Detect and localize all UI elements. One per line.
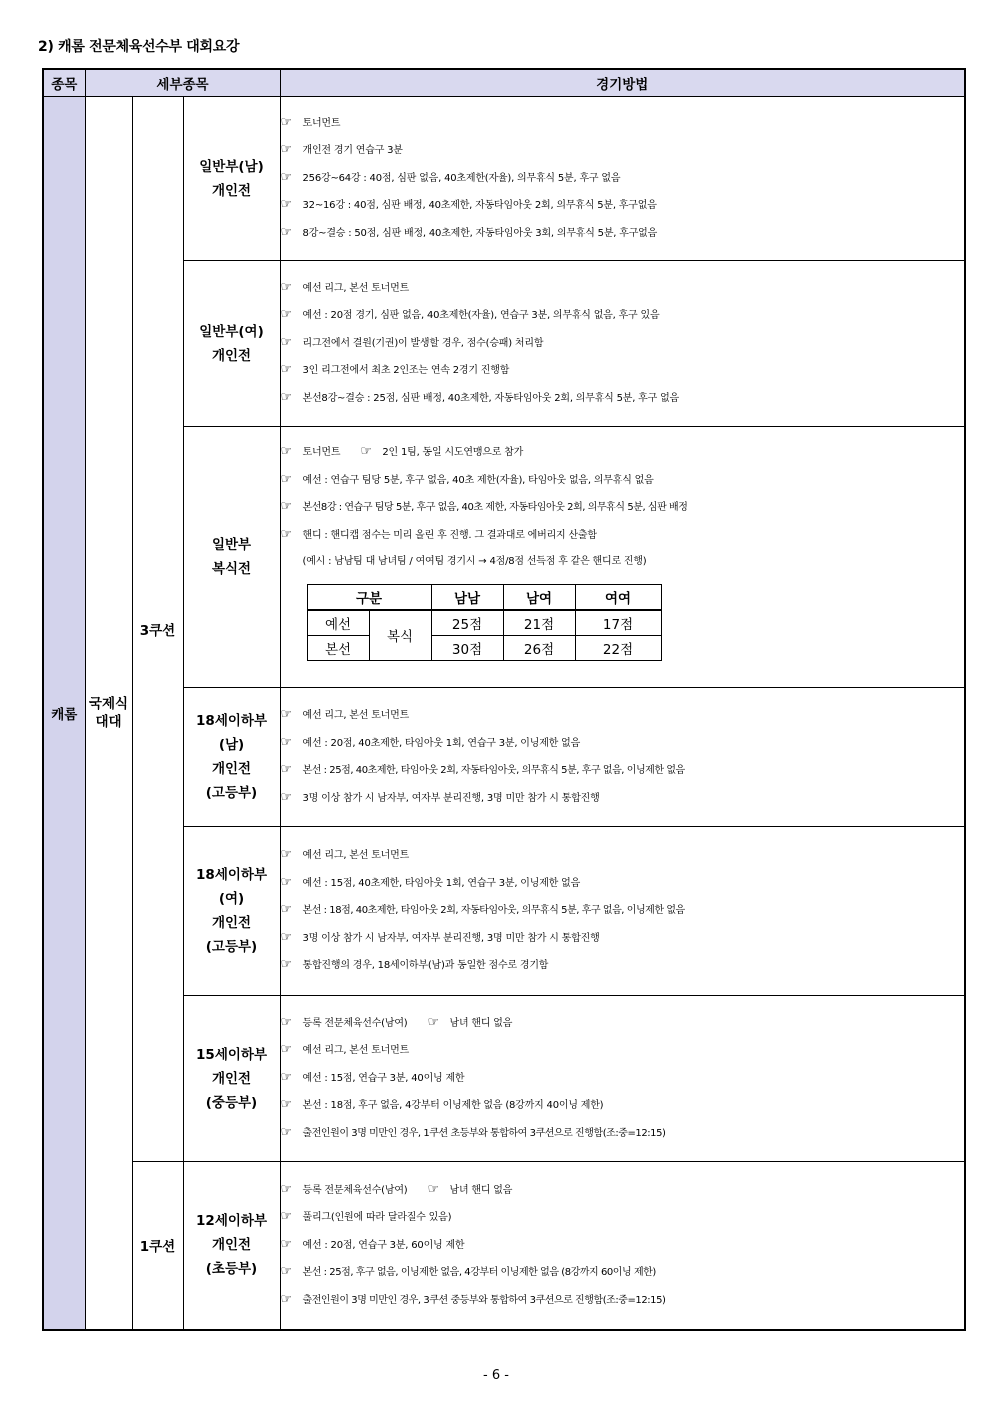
header-method: 경기방법 (280, 69, 965, 97)
method-line (281, 925, 965, 953)
method-line (281, 110, 965, 138)
method-line (281, 1120, 965, 1148)
pointing-hand-icon: ☞ (280, 197, 292, 213)
pointing-hand-icon: ☞ (280, 874, 292, 890)
sub-event-cell (85, 97, 132, 1330)
section-title: 2) 캐롬 전문체육선수부 대회요강 (38, 39, 240, 55)
handicap-value: 30점 (431, 635, 503, 660)
pointing-hand-icon: ☞ (280, 1014, 292, 1030)
pointing-hand-icon: ☞ (280, 957, 292, 973)
method-line (281, 522, 965, 550)
handicap-value: 26점 (503, 635, 575, 660)
pointing-hand-icon: ☞ (280, 224, 292, 240)
pointing-hand-icon: ☞ (280, 1291, 292, 1307)
method-text: 예선 : 연습구 팀당 5분, 후구 없음, 40초 제한(자율), 타임아웃 없음, 의무휴식 없음 (302, 474, 654, 486)
pointing-hand-icon: ☞ (280, 142, 292, 158)
pointing-hand-icon: ☞ (280, 1097, 292, 1113)
method-text: 예선 : 20점, 연습구 3분, 60이닝 제한 (302, 1239, 465, 1251)
division-name (183, 996, 280, 1162)
division-name (183, 97, 280, 261)
method-line (281, 842, 965, 870)
handicap-row-label: 예선 (307, 610, 369, 636)
method-line (281, 439, 965, 467)
method-cell (280, 996, 965, 1162)
pointing-hand-icon: ☞ (280, 279, 292, 295)
method-text: 남녀 핸디 없음 (449, 1184, 513, 1196)
division-name (183, 261, 280, 427)
method-text: 예선 : 20점 경기, 심판 없음, 40초제한(자율), 연습구 3분, 의무휴식 없음, 후구 있음 (302, 310, 660, 322)
method-text: 8강~결승 : 50점, 심판 배정, 40초제한, 자동타임아웃 3회, 의무휴식 5분, 후구없음 (302, 227, 658, 239)
method-text: 풀리그(인원에 따라 달라질수 있음) (302, 1212, 452, 1223)
method-cell (280, 1162, 965, 1330)
method-text: 통합진행의 경우, 18세이하부(남)과 동일한 점수로 경기함 (302, 960, 549, 972)
method-text: 등록 전문체육선수(남여) (302, 1017, 408, 1029)
division-name (183, 827, 280, 996)
division-name-line: 개인전 (211, 1070, 252, 1087)
method-text: 본선8강~결승 : 25점, 심판 배정, 40초제한, 자동타임아웃 2회, 의무휴식 5분, 후구 없음 (302, 392, 679, 404)
sub-event-line: 국제식 (88, 695, 129, 712)
division-name (183, 427, 280, 688)
method-text: 예선 리그, 본선 토너먼트 (302, 1045, 410, 1057)
pointing-hand-icon: ☞ (280, 362, 292, 378)
method-cell (280, 688, 965, 827)
handicap-row (307, 610, 661, 636)
division-name-line: 15세이하부 (196, 1046, 267, 1063)
division-name-line: 개인전 (211, 347, 252, 364)
method-line (281, 192, 965, 220)
method-line (281, 385, 965, 413)
method-line (281, 165, 965, 193)
handicap-value: 21점 (503, 610, 575, 636)
pointing-hand-icon: ☞ (360, 444, 372, 460)
division-name-line: (남) (218, 737, 245, 753)
method-line (281, 1177, 965, 1205)
handicap-value: 22점 (575, 635, 661, 660)
pointing-hand-icon: ☞ (280, 1042, 292, 1058)
method-text: 리그전에서 결원(기권)이 발생할 경우, 점수(승패) 처리함 (302, 337, 544, 349)
method-line (281, 302, 965, 330)
pointing-hand-icon: ☞ (280, 789, 292, 805)
handicap-row (307, 635, 661, 660)
handicap-header-row (307, 584, 661, 610)
pointing-hand-icon: ☞ (427, 1014, 439, 1030)
method-line (281, 897, 965, 925)
method-line (281, 494, 965, 522)
method-text: 본선 : 18점, 후구 없음, 4강부터 이닝제한 없음 (8강까지 40이닝 제한) (302, 1100, 604, 1112)
method-text: 256강~64강 : 40점, 심판 없음, 40초제한(자율), 의무휴식 5분, 후구 없음 (302, 172, 621, 184)
division-name-line: 복식전 (211, 561, 252, 577)
method-line (281, 702, 965, 730)
handicap-header: 여여 (575, 584, 661, 610)
pointing-hand-icon: ☞ (280, 1124, 292, 1140)
pointing-hand-icon: ☞ (280, 526, 292, 542)
pointing-hand-icon: ☞ (280, 707, 292, 722)
pointing-hand-icon: ☞ (280, 334, 292, 350)
method-line (281, 357, 965, 385)
pointing-hand-icon: ☞ (280, 762, 292, 777)
method-text: 예선 리그, 본선 토너먼트 (302, 710, 410, 721)
method-text: 예선 : 15점, 연습구 3분, 40이닝 제한 (302, 1072, 465, 1084)
division-name-line: 일반부(여) (199, 323, 264, 340)
method-text: 본선8강 : 연습구 팀당 5분, 후구 없음, 40초 제한, 자동타임아웃 2회, 의무휴식 5분, 심판 배정 (302, 502, 688, 514)
method-line (281, 870, 965, 898)
division-row (43, 97, 965, 261)
pointing-hand-icon: ☞ (280, 929, 292, 945)
method-line (281, 730, 965, 758)
method-text: 토너먼트 (302, 447, 341, 459)
event-cell: 캐롬 (43, 97, 85, 1330)
method-text: 토너먼트 (302, 117, 341, 129)
method-line (281, 1092, 965, 1120)
division-name-line: (여) (218, 891, 245, 907)
method-line (281, 137, 965, 165)
method-line (281, 1287, 965, 1315)
handicap-mid-label: 복식 (369, 610, 431, 661)
method-text: 본선 : 25점, 40초제한, 타임아웃 2회, 자동타임아웃, 의무휴식 5분, 후구 없음, 이닝제한 없음 (302, 765, 685, 776)
method-line (281, 275, 965, 303)
method-text: 3인 리그전에서 최초 2인조는 연속 2경기 진행함 (302, 365, 510, 377)
division-name-line: (초등부) (205, 1261, 258, 1278)
division-name-line: 18세이하부 (196, 713, 267, 729)
method-text: 출전인원이 3명 미만인 경우, 1쿠션 초등부와 통합하여 3쿠션으로 진행함(조:중=12:15) (302, 1127, 666, 1139)
handicap-table (307, 584, 662, 661)
pointing-hand-icon: ☞ (280, 169, 292, 185)
method-text: 남녀 핸디 없음 (449, 1017, 513, 1029)
division-name-line: 개인전 (211, 1237, 252, 1254)
pointing-hand-icon: ☞ (280, 1264, 292, 1279)
division-name (183, 688, 280, 827)
method-text: 개인전 경기 연습구 3분 (302, 145, 403, 157)
method-line (281, 1065, 965, 1093)
pointing-hand-icon: ☞ (280, 1069, 292, 1085)
division-row (43, 1162, 965, 1330)
cushion-1-cell: 1쿠션 (132, 1162, 183, 1330)
method-cell (280, 97, 965, 261)
method-text: 출전인원이 3명 미만인 경우, 3쿠션 중등부와 통합하여 3쿠션으로 진행함(조:중=12:15) (302, 1294, 666, 1306)
method-line (281, 467, 965, 495)
division-name-line: 18세이하부 (196, 867, 267, 883)
pointing-hand-icon: ☞ (280, 1181, 292, 1197)
pointing-hand-icon: ☞ (280, 307, 292, 323)
method-line (281, 1259, 965, 1287)
handicap-value: 25점 (431, 610, 503, 636)
pointing-hand-icon: ☞ (280, 471, 292, 487)
pointing-hand-icon: ☞ (280, 499, 292, 515)
pointing-hand-icon: ☞ (280, 734, 292, 750)
division-name-line: 12세이하부 (196, 1213, 267, 1230)
header-sub-event: 세부종목 (85, 69, 280, 97)
handicap-header: 구분 (307, 584, 431, 610)
method-line (281, 952, 965, 980)
pointing-hand-icon: ☞ (280, 1209, 292, 1224)
method-text: 2인 1팀, 동일 시도연맹으로 참가 (382, 447, 524, 459)
division-name-line: 일반부 (211, 537, 252, 553)
method-text: 본선 : 18점, 40초제한, 타임아웃 2회, 자동타임아웃, 의무휴식 5분, 후구 없음, 이닝제한 없음 (302, 905, 685, 917)
pointing-hand-icon: ☞ (280, 444, 292, 460)
header-event: 종목 (43, 69, 85, 97)
method-text: 예선 : 15점, 40초제한, 타임아웃 1회, 연습구 3분, 이닝제한 없음 (302, 877, 581, 889)
sub-event-line: 대대 (95, 713, 122, 730)
division-name-line: 개인전 (211, 761, 252, 777)
pointing-hand-icon: ☞ (280, 902, 292, 918)
method-text: 예선 리그, 본선 토너먼트 (302, 850, 410, 862)
method-text: 32~16강 : 40점, 심판 배정, 40초제한, 자동타임아웃 2회, 의무휴식 5분, 후구없음 (302, 200, 657, 212)
method-cell (280, 827, 965, 996)
method-line (281, 1204, 965, 1232)
pointing-hand-icon: ☞ (280, 847, 292, 863)
method-line (281, 330, 965, 358)
pointing-hand-icon: ☞ (280, 389, 292, 405)
method-text: 예선 리그, 본선 토너먼트 (302, 282, 410, 294)
method-line (281, 1232, 965, 1260)
cushion-3-cell: 3쿠션 (132, 97, 183, 1162)
division-name-line: 일반부(남) (199, 158, 264, 175)
pointing-hand-icon: ☞ (280, 1236, 292, 1252)
method-line (281, 1010, 965, 1038)
division-name-line: (고등부) (205, 939, 258, 955)
method-text: 예선 : 20점, 40초제한, 타임아웃 1회, 연습구 3분, 이닝제한 없음 (302, 737, 581, 749)
method-line (281, 757, 965, 785)
example-line: (예시 : 남남팀 대 남녀팀 / 여여팀 경기시 → 4점/8점 선득점 후 같은 핸디로 진행) (302, 556, 647, 568)
page-number: - 6 - (483, 1368, 509, 1383)
handicap-header: 남남 (431, 584, 503, 610)
method-line (281, 220, 965, 248)
division-name-line: 개인전 (211, 915, 252, 931)
competition-table (42, 68, 966, 1331)
division-name-line: (중등부) (205, 1094, 258, 1111)
pointing-hand-icon: ☞ (427, 1181, 439, 1197)
division-name (183, 1162, 280, 1330)
method-cell (280, 427, 965, 688)
method-text: 본선 : 25점, 후구 없음, 이닝제한 없음, 4강부터 이닝제한 없음 (8강까지 60이닝 제한) (302, 1267, 656, 1278)
pointing-hand-icon: ☞ (280, 114, 292, 130)
handicap-header: 남여 (503, 584, 575, 610)
method-line (281, 785, 965, 813)
division-name-line: (고등부) (205, 785, 258, 801)
division-name-line: 개인전 (211, 182, 252, 199)
method-line (281, 1037, 965, 1065)
method-text: 등록 전문체육선수(남여) (302, 1184, 408, 1196)
method-cell (280, 261, 965, 427)
handicap-value: 17점 (575, 610, 661, 636)
header-row (43, 69, 965, 97)
method-text: 3명 이상 참가 시 남자부, 여자부 분리진행, 3명 미만 참가 시 통합진행 (302, 932, 600, 944)
handicap-row-label: 본선 (307, 635, 369, 660)
method-text: 3명 이상 참가 시 남자부, 여자부 분리진행, 3명 미만 참가 시 통합진행 (302, 792, 600, 804)
method-text: 핸디 : 핸디캡 점수는 미리 올린 후 진행. 그 결과대로 에버리지 산출함 (302, 529, 597, 541)
